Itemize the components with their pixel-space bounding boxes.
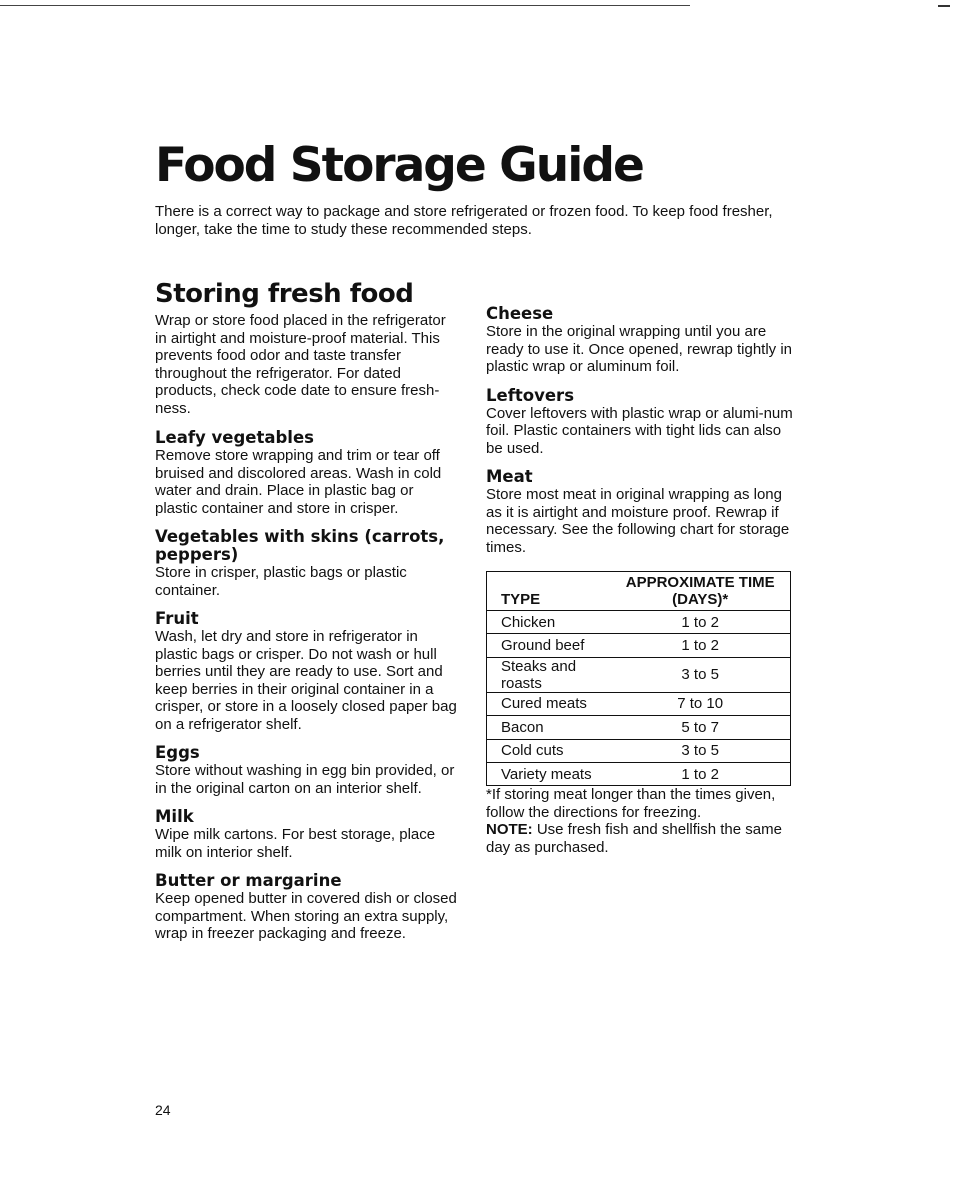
storage-days: 3 to 5 (610, 657, 790, 692)
table-row (487, 634, 791, 657)
column-header-time: APPROXIMATE TIME (DAYS)* (625, 574, 775, 608)
milk-heading: Milk (155, 807, 194, 826)
section-title: Storing fresh food (155, 279, 414, 309)
column-header-type: TYPE (501, 591, 541, 608)
meat-type: Cured meats (487, 692, 611, 715)
meat-type: Cold cuts (487, 739, 611, 762)
fruit-text: Wash, let dry and store in refrigerator in plastic bags or crisper. Do not wash or hull berries until they are ready to use. Sort and keep berries in their original container in a crisper, or store in a loosely closed paper bag on a refrigerator shelf. (155, 628, 457, 733)
table-row (487, 657, 791, 692)
leafy-vegetables-text: Remove store wrapping and trim or tear off bruised and discolored areas. Wash in cold water and drain. Place in plastic bag or plastic container and store in crisper. (155, 447, 442, 517)
top-rule-mark (938, 5, 950, 7)
page-intro: There is a correct way to package and store refrigerated or frozen food. To keep food fresher, longer, take the time to study these recommended steps. (155, 203, 773, 238)
note-label: NOTE: (486, 821, 533, 839)
leafy-vegetables-heading: Leafy vegetables (155, 428, 314, 447)
eggs-heading: Eggs (155, 743, 200, 762)
meat-text: Store most meat in original wrapping as long as it is airtight and moisture proof. Rewrap if necessary. See the following chart for storage times. (486, 486, 790, 556)
eggs-text: Store without washing in egg bin provided, or in the original carton on an interior shelf. (155, 762, 455, 797)
vegetables-skins-text: Store in crisper, plastic bags or plastic container. (155, 564, 407, 599)
left-column (155, 280, 460, 943)
table-row (487, 762, 791, 785)
table-row (487, 739, 791, 762)
table-header-row (487, 572, 791, 611)
note (486, 821, 796, 856)
storage-days: 3 to 5 (610, 739, 790, 762)
page-number: 24 (155, 1102, 171, 1118)
page-title: Food Storage Guide (155, 138, 643, 193)
meat-type: Variety meats (487, 762, 611, 785)
note-text: Use fresh fish and shellfish the same day as purchased. (486, 821, 782, 856)
meat-type: Chicken (487, 611, 611, 634)
meat-heading: Meat (486, 467, 533, 486)
meat-type: Steaks and roasts (487, 657, 611, 692)
storage-days: 1 to 2 (610, 611, 790, 634)
meat-type: Ground beef (487, 634, 611, 657)
cheese-heading: Cheese (486, 304, 554, 323)
butter-text: Keep opened butter in covered dish or closed compartment. When storing an extra supply, wrap in freezer packaging and freeze. (155, 890, 457, 942)
leftovers-text: Cover leftovers with plastic wrap or alumi-num foil. Plastic containers with tight lids can also be used. (486, 404, 793, 457)
storage-days: 5 to 7 (610, 716, 790, 739)
right-column (486, 305, 796, 856)
storage-days: 1 to 2 (610, 634, 790, 657)
storage-days: 1 to 2 (610, 762, 790, 785)
vegetables-skins-heading: Vegetables with skins (carrots, peppers) (155, 527, 445, 564)
milk-text: Wipe milk cartons. For best storage, place milk on interior shelf. (155, 826, 436, 861)
section-intro: Wrap or store food placed in the refrigerator in airtight and moisture-proof material. This prevents food odor and taste transfer throughout the refrigerator. For dated products, check code date to ensure fresh-ness. (155, 312, 446, 417)
table-footnote: *If storing meat longer than the times given, follow the directions for freezing. (486, 786, 776, 821)
storage-days: 7 to 10 (610, 692, 790, 715)
cheese-text: Store in the original wrapping until you are ready to use it. Once opened, rewrap tightly in plastic wrap or aluminum foil. (486, 323, 793, 375)
fruit-heading: Fruit (155, 609, 199, 628)
meat-type: Bacon (487, 716, 611, 739)
table-row (487, 716, 791, 739)
meat-storage-table (486, 571, 791, 786)
table-row (487, 611, 791, 634)
top-rule (0, 5, 690, 6)
table-row (487, 692, 791, 715)
leftovers-heading: Leftovers (486, 385, 575, 405)
butter-heading: Butter or margarine (155, 871, 342, 890)
